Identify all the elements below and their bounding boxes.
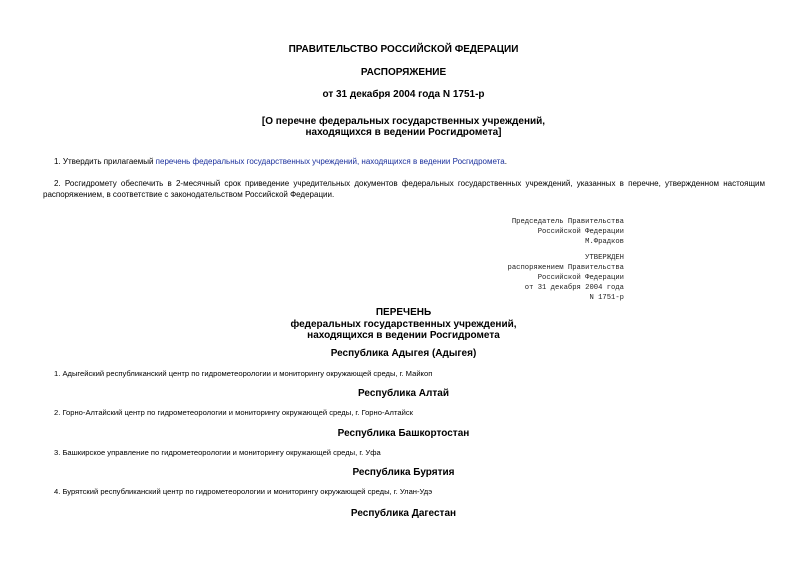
list-item: 4. Бурятский республиканский центр по гидрометеорологии и мониторингу окружающей среды, г. Улан-Удэ [54,487,433,496]
government-title: ПРАВИТЕЛЬСТВО РОССИЙСКОЙ ФЕДЕРАЦИИ [288,44,519,55]
signature-line-3: М.Фрадков [585,238,624,246]
paragraph-1 [54,156,774,167]
list-link[interactable]: перечень федеральных государственных учреждений, находящихся в ведении Росгидромета [155,157,505,166]
section-heading: Республика Бурятия [352,467,455,478]
list-subtitle-1: федеральных государственных учреждений, [290,319,517,330]
approved-line-5: N 1751-р [589,294,624,302]
paragraph-1-prefix: 1. Утвердить прилагаемый [54,157,156,166]
paragraph-1-suffix: . [504,157,507,166]
approved-line-3: Российской Федерации [537,274,624,282]
document-type: РАСПОРЯЖЕНИЕ [360,67,447,78]
list-item: 1. Адыгейский республиканский центр по гидрометеорологии и мониторингу окружающей среды, г. Майкоп [54,369,433,378]
paragraph-2: 2. Росгидромету обеспечить в 2-месячный срок приведение учредительных документов федеральных государственных учреждений, указанных в перечне, утвержденном настоящим распоряжением, в соответствие с законодательством Российской Федерации. [43,179,765,199]
signature-line-1: Председатель Правительства [511,218,624,226]
subject-line-2: находящихся в ведении Росгидромета] [305,127,502,138]
approved-line-1: УТВЕРЖДЕН [585,254,624,262]
list-item: 3. Башкирское управление по гидрометеорологии и мониторингу окружающей среды, г. Уфа [54,448,381,457]
subject-line-1: [О перечне федеральных государственных учреждений, [261,116,546,127]
list-title: ПЕРЕЧЕНЬ [375,307,432,318]
document-date-number: от 31 декабря 2004 года N 1751-р [322,89,485,100]
list-subtitle-2: находящихся в ведении Росгидромета [307,330,500,341]
approved-line-2: распоряжением Правительства [507,264,624,272]
list-item: 2. Горно-Алтайский центр по гидрометеорологии и мониторингу окружающей среды, г. Горно-Алтайск [54,408,413,417]
section-heading: Республика Алтай [358,388,449,399]
signature-line-2: Российской Федерации [537,228,624,236]
approved-line-4: от 31 декабря 2004 года [524,284,624,292]
section-heading: Республика Дагестан [350,508,457,519]
section-heading: Республика Адыгея (Адыгея) [330,348,477,359]
section-heading: Республика Башкортостан [337,428,470,439]
signature-block [470,217,624,247]
approved-block [470,253,624,303]
